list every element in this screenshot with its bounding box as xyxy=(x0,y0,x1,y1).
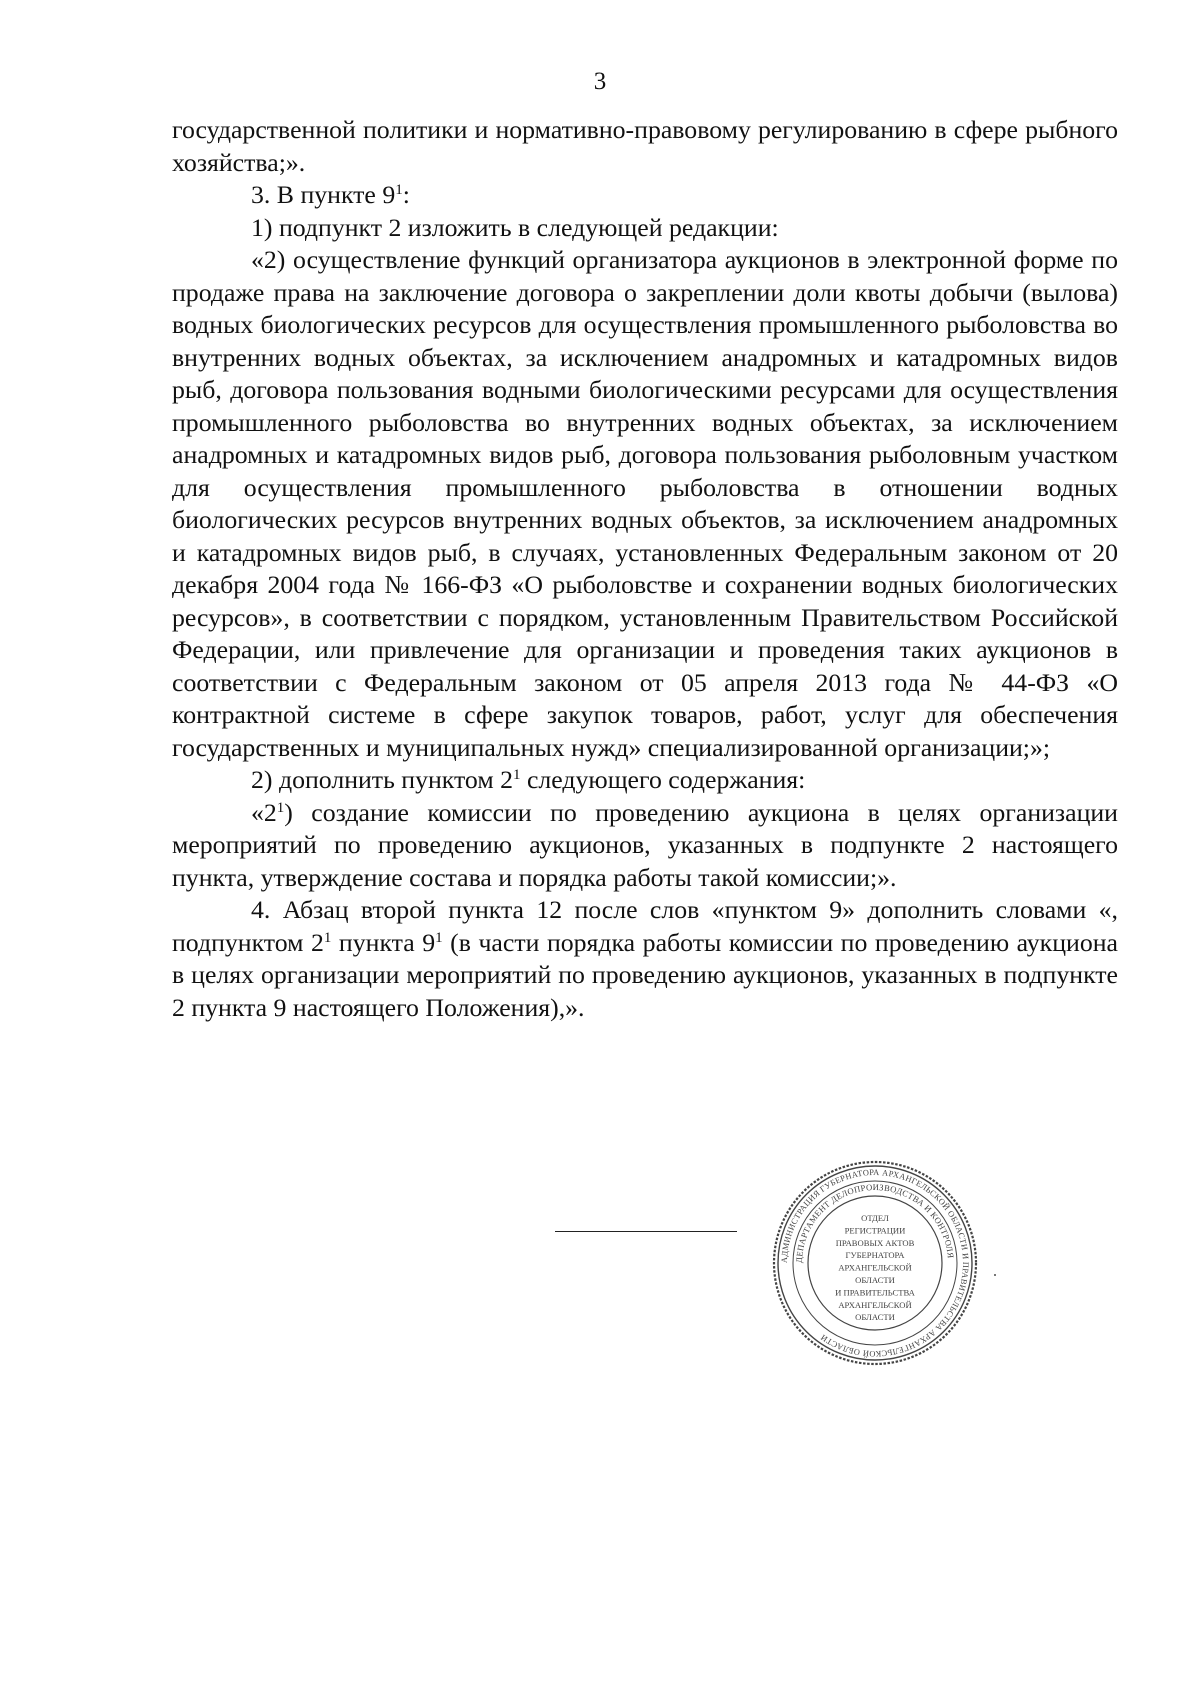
stamp-seal-graphic xyxy=(770,1158,980,1368)
page-number: 3 xyxy=(593,68,607,95)
paragraph-1 xyxy=(172,114,1118,179)
stamp-center-line: РЕГИСТРАЦИИ xyxy=(844,1225,906,1236)
scan-speck xyxy=(994,1274,996,1276)
stamp-inner-text: ДЕПАРТАМЕНТ ДЕЛОПРОИЗВОДСТВА И КОНТРОЛЯ xyxy=(793,1181,956,1264)
superscript: 1 xyxy=(435,929,443,946)
stamp-center-line: ГУБЕРНАТОРА xyxy=(845,1250,905,1261)
signature-line xyxy=(555,1231,737,1232)
paragraph-5 xyxy=(172,764,1118,797)
superscript: 1 xyxy=(276,799,285,816)
paragraph-6 xyxy=(172,797,1118,895)
paragraph-text: следующего содержания: xyxy=(520,765,806,794)
paragraph-text: государственной политики и нормативно-правовому регулированию в сфере рыбного хозяйства;». xyxy=(172,115,1118,177)
paragraph-text: 3. В пункте 9 xyxy=(251,180,396,209)
stamp-center-line: И ПРАВИТЕЛЬСТВА xyxy=(835,1287,915,1298)
paragraph-3 xyxy=(172,212,1118,245)
stamp-outer-text: АДМИНИСТРАЦИЯ ГУБЕРНАТОРА АРХАНГЕЛЬСКОЙ ОБЛАСТИ И ПРАВИТЕЛЬСТВА АРХАНГЕЛЬСКОЙ ОБЛАСТИ xyxy=(779,1167,971,1359)
official-stamp xyxy=(770,1158,980,1368)
stamp-center-line: ОТДЕЛ xyxy=(861,1213,889,1223)
stamp-center-line: АРХАНГЕЛЬСКОЙ xyxy=(838,1299,912,1310)
superscript: 1 xyxy=(513,767,521,783)
paragraph-4 xyxy=(172,244,1118,764)
superscript: 1 xyxy=(323,929,332,946)
superscript: 1 xyxy=(395,182,403,198)
paragraph-7 xyxy=(172,894,1118,1024)
stamp-center-line: АРХАНГЕЛЬСКОЙ xyxy=(838,1262,912,1273)
paragraph-text: пункта 9 xyxy=(331,927,436,957)
paragraph-text: : xyxy=(402,180,410,209)
paragraph-2 xyxy=(172,179,1118,212)
paragraph-text: 4. Абзац второй пункта 12 после слов «пунктом 9» дополнить словами «, подпунктом 2 xyxy=(172,895,1118,957)
stamp-center-line: ОБЛАСТИ xyxy=(855,1275,895,1285)
paragraph-text: ) создание комиссии по проведению аукциона в целях организации мероприятий по проведению аукционов, указанных в подпункте 2 настоящего пункта, утверждение состава и порядка работы такой комиссии;». xyxy=(172,797,1118,892)
document-body xyxy=(172,114,1118,1024)
paragraph-text: «2) осуществление функций организатора аукционов в электронной форме по продаже права на заключение договора о закреплении доли квоты добычи (вылова) водных биологических ресурсов для осуществления промышленного рыболовства во внутренних водных объектах, за исключением анадромных и катадромных видов рыб, договора пользования водными биологическими ресурсами для осуществления промышленного рыболовства во внутренних водных объектах, за исключением анадромных и катадромных видов рыб, договора пользования рыболовным участком для осуществления промышленного рыболовства в отношении водных биологических ресурсов внутренних водных объектов, за исключением анадромных и катадромных видов рыб, в случаях, установленных Федеральным законом от 20 декабря 2004 года № 166-ФЗ «О рыболовстве и сохранении водных биологических ресурсов», в соответствии с порядком, установленным Правительством Российской Федерации, или привлечение для организации и проведения таких аукционов в соответствии с Федеральным законом от 05 апреля 2013 года № 44-ФЗ «О контрактной системе в сфере закупок товаров, работ, услуг для обеспечения государственных и муниципальных нужд» специализированной организации;»; xyxy=(172,245,1118,762)
paragraph-text: (в части порядка работы комиссии по проведению аукциона в целях организации мероприятий по проведению аукционов, указанных в подпункте 2 пункта 9 настоящего Положения),». xyxy=(172,927,1118,1022)
paragraph-text: «2 xyxy=(251,797,277,827)
paragraph-text: 2) дополнить пунктом 2 xyxy=(251,765,514,794)
stamp-center-line: ОБЛАСТИ xyxy=(855,1312,895,1323)
paragraph-text: 1) подпункт 2 изложить в следующей редакции: xyxy=(251,212,779,242)
stamp-center-line: ПРАВОВЫХ АКТОВ xyxy=(835,1237,915,1248)
